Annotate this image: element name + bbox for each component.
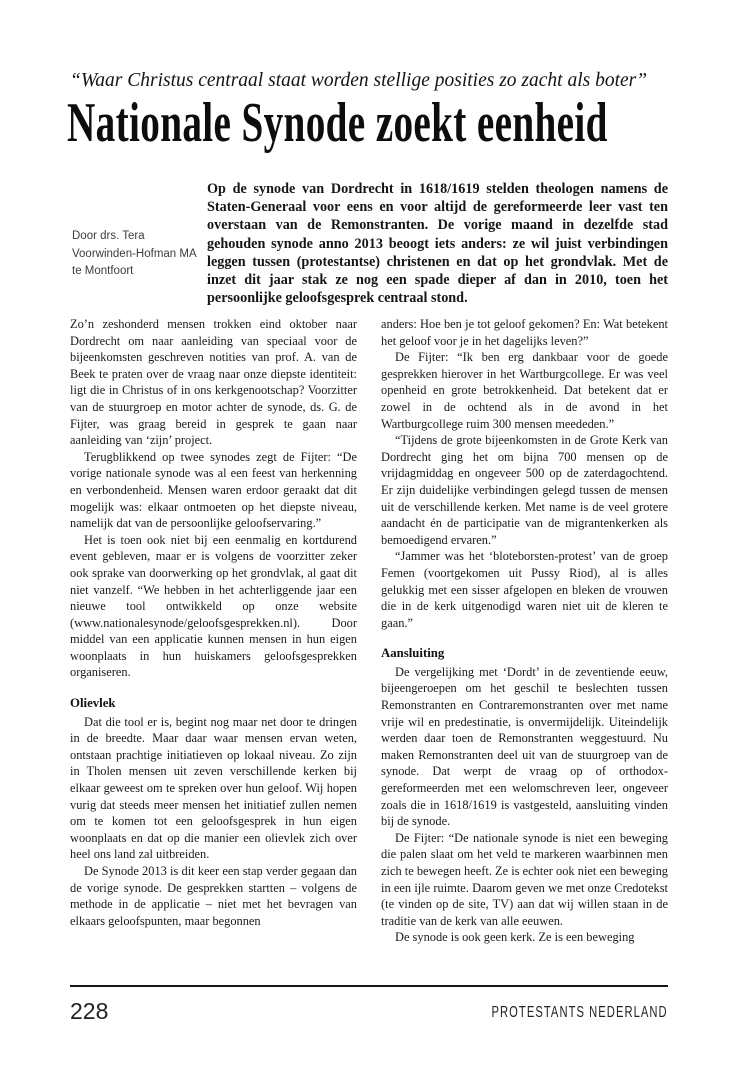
left-column bbox=[70, 316, 357, 968]
paragraph: “Tijdens de grote bijeenkomsten in de Grote Kerk van Dordrecht ging het om bijna 700 mensen op de vrijdagmiddag en ongeveer 500 op de zaterdagochtend. Er zijn duidelijke verbindingen gelegd tussen de mensen uit de verschillende kerken. Met name is de veel grotere aandacht én de participatie van de migrantenkerken als bemoedigend ervaren.” bbox=[381, 433, 668, 547]
paragraph: De vergelijking met ‘Dordt’ in de zeventiende eeuw, bijeengeroepen om het geschil te beslechten tussen Remonstranten en Contraremonstranten over met name vrije wil en predestinatie, is onvermijdelijk. Uiteindelijk werden daar toen de Remonstranten weggestuurd. Nu maken Remonstranten deel uit van de stuurgroep van de synode. Dat werpt de vraag op of orthodox-gereformeerden met een welomschreven leer, ongeveer zoals die in 1618/1619 is vastgesteld, aansluiting vinden bij de synode. bbox=[381, 664, 668, 829]
paragraph: anders: Hoe ben je tot geloof gekomen? En: Wat betekent het geloof voor je in het dagelijks leven?” bbox=[381, 317, 668, 348]
article-title bbox=[67, 93, 738, 153]
section-heading-olievlek: Olievlek bbox=[70, 696, 116, 711]
article-columns bbox=[70, 316, 668, 968]
section-heading-aansluiting: Aansluiting bbox=[381, 646, 445, 661]
paragraph: De Fijter: “Ik ben erg dankbaar voor de goede gesprekken hierover in het Wartburgcollege. Er was veel openheid en grote betrokkenheid. Dat betekent dat er zowel in de ochtend als in de avond in het Wartburgcollege ruim 300 mensen meededen.” bbox=[381, 350, 668, 431]
paragraph: De synode is ook geen kerk. Ze is een beweging bbox=[395, 930, 635, 945]
paragraph: Dat die tool er is, begint nog maar net door te dringen in de breedte. Maar daar waar mensen ervan weten, ontstaan prachtige initiatieven op lokaal niveau. Zo zijn in Tholen mensen uit zeven verschillende kerken bij elkaar geweest om te spreken over hun geloof. Wij hopen vurig dat steeds meer mensen het initiatief zullen nemen om te komen tot een geloofsgesprek in hun eigen woonplaats en dat op die manier een olievlek zich over heel ons land zal uitbreiden. bbox=[70, 714, 357, 862]
pull-quote: “Waar Christus centraal staat worden stellige posities zo zacht als boter” bbox=[70, 70, 648, 91]
byline-line-1: Door drs. Tera bbox=[72, 230, 145, 242]
byline-line-2: Voorwinden-Hofman MA bbox=[72, 247, 197, 260]
footer bbox=[70, 998, 668, 1024]
article-title-text: Nationale Synode zoekt eenheid bbox=[67, 92, 608, 154]
paragraph: De Synode 2013 is dit keer een stap verder gegaan dan de vorige synode. De gesprekken startten – volgens de methode in de applicatie – niet met het bevragen van elkaars geloofspunten, maar begonnen bbox=[70, 864, 357, 928]
paragraph: Terugblikkend op twee synodes zegt de Fijter: “De vorige nationale synode was al een feest van herkenning en verbondenheid. Mensen waren erdoor geraakt dat dit mogelijk was: elkaar ontmoeten op het diepste niveau, namelijk dat van de persoonlijke geloofservaring.” bbox=[70, 449, 357, 531]
byline-line-3: te Montfoort bbox=[72, 265, 134, 277]
page-number: 228 bbox=[70, 998, 109, 1024]
paragraph: Zo’n zeshonderd mensen trokken eind oktober naar Dordrecht om naar aanleiding van speciaal voor de bijeenkomsten geschreven notities van prof. A. van de Beek te praten over de vraag naar onze diepste identiteit: ligt die in Christus of in ons kerkgenootschap? Voorzitter van de stuurgroep en motor achter de synode, ds. G. de Fijter, was graag bereid in gesprek te gaan naar aanleiding van ‘zijn’ project. bbox=[70, 317, 357, 448]
intro-section bbox=[70, 180, 670, 307]
right-column bbox=[381, 316, 668, 968]
byline bbox=[72, 228, 204, 281]
magazine-name-text: PROTESTANTS NEDERLAND bbox=[491, 1004, 668, 1021]
intro-paragraph: Op de synode van Dordrecht in 1618/1619 stelden theologen namens de Staten-Generaal voor eens en voor altijd de gereformeerde leer vast ten overstaan van de Remonstranten. De vorige maand in dezelfde stad gehouden synode anno 2013 beoogt iets anders: ze wil juist verbindingen leggen tussen (protestantse) christenen en dat op het grondvlak. Met de inzet dit jaar stak ze nog een spade dieper af dan in 2010, toen het persoonlijke geloofsgesprek centraal stond. bbox=[207, 181, 668, 307]
paragraph: De Fijter: “De nationale synode is niet een beweging die palen slaat om het veld te markeren waarbinnen men zich te bewegen heeft. Ze is echter ook niet een beweging in een ijle ruimte. Daarom geven we met onze Credotekst (te vinden op de site, TV) aan dat wij willen staan in de traditie van de kerk van alle eeuwen. bbox=[381, 830, 668, 928]
footer-rule bbox=[70, 985, 668, 987]
paragraph: “Jammer was het ‘bloteborsten-protest’ van de groep Femen (voortgekomen uit Pussy Riod), al is alles gelukkig met een sisser afgelopen en bleken de vrouwen die in de kerk uitgenodigd waren niet uit de kleren te gaan.” bbox=[381, 549, 668, 630]
magazine-name bbox=[416, 1004, 668, 1022]
paragraph: Het is toen ook niet bij een eenmalig en kortdurend event gebleven, maar er is volgens de voorzitter zeker ook sprake van doorwerking op het grondvlak, al gaat dit niet vanzelf. “We hebben in het achterliggende jaar een nieuwe tool ontwikkeld op onze website (www.nationalesynode/geloofsgesprekken.nl). Door middel van een applicatie kunnen mensen in hun eigen woonplaats in hun huiskamers geloofsgesprekken organiseren. bbox=[70, 532, 357, 680]
